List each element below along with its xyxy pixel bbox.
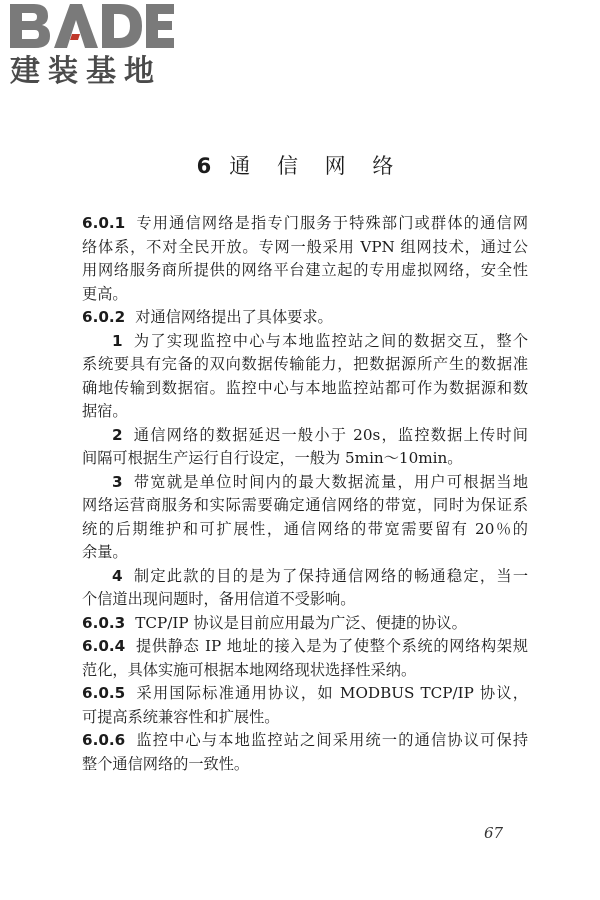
line-text: 间隔可根据生产运行自行设定，一般为 5min～10min。 [82,449,463,467]
line-text: 为了实现监控中心与本地监控站之间的数据交互，整个 [132,331,528,350]
text-line [82,659,528,683]
text-line [82,424,528,448]
item-number: 1 [112,331,123,350]
line-text: 更高。 [82,284,128,303]
chapter-title [0,151,600,181]
text-line [82,565,528,589]
text-line [82,753,528,777]
chapter-number: 6 [196,154,212,178]
line-text: 制定此款的目的是为了保持通信网络的畅通稳定，当一 [132,566,528,585]
line-text: 采用国际标准通用协议，如 MODBUS TCP/IP 协议， [135,684,528,702]
brand-logo [8,2,176,92]
item-number: 3 [112,472,123,491]
clause-number: 6.0.6 [82,731,126,749]
document-body [82,212,528,776]
text-line [82,377,528,401]
text-line [82,635,528,659]
line-text: 络体系，不对全民开放。专网一般采用 VPN 组网技术，通过公 [82,237,528,256]
item-number: 4 [112,566,123,585]
line-text: 用网络服务商所提供的网络平台建立起的专用虚拟网络，安全性 [82,261,528,279]
text-line [82,612,528,636]
text-line [82,283,528,307]
text-line [82,236,528,260]
line-text: 可提高系统兼容性和扩展性。 [82,707,280,726]
text-line [82,682,528,706]
text-line [82,259,528,283]
brand-logo-chinese: 建装基地 [10,54,162,89]
text-line [82,330,528,354]
item-number: 2 [112,425,123,444]
text-line [82,729,528,753]
text-line [82,706,528,730]
line-text: 提供静态 IP 地址的接入是为了使整个系统的网络构架规 [135,637,528,655]
line-text: 专用通信网络是指专门服务于特殊部门或群体的通信网 [135,214,528,232]
text-line [82,212,528,236]
text-line [82,353,528,377]
line-text: 系统要具有完备的双向数据传输能力，把数据源所产生的数据准 [82,355,528,373]
line-text: 据宿。 [82,402,128,420]
bade-logo-icon [8,0,176,54]
line-text: TCP/IP 协议是目前应用最为广泛、便捷的协议。 [135,613,467,632]
brand-logo-wordmark [8,0,176,54]
text-line [82,541,528,565]
clause-number: 6.0.1 [82,214,126,232]
chapter-name: 通 信 网 络 [229,154,404,178]
clause-number: 6.0.5 [82,684,126,702]
text-line [82,588,528,612]
line-text: 余量。 [82,543,128,561]
text-line [82,471,528,495]
line-text: 对通信网络提出了具体要求。 [135,308,333,326]
clause-number: 6.0.3 [82,613,126,632]
text-line [82,518,528,542]
line-text: 整个通信网络的一致性。 [82,754,250,773]
text-line [82,400,528,424]
line-text: 确地传输到数据宿。监控中心与本地监控站都可作为数据源和数 [82,378,528,397]
text-line [82,447,528,471]
text-line [82,306,528,330]
clause-number: 6.0.2 [82,308,126,326]
line-text: 统的后期维护和可扩展性，通信网络的带宽需要留有 20％的 [82,519,528,538]
line-text: 通信网络的数据延迟一般小于 20s，监控数据上传时间 [132,425,528,444]
line-text: 带宽就是单位时间内的最大数据流量，用户可根据当地 [132,472,528,491]
line-text: 范化，具体实施可根据本地网络现状选择性采纳。 [82,660,417,679]
text-line [82,494,528,518]
line-text: 监控中心与本地监控站之间采用统一的通信协议可保持 [135,731,528,749]
line-text: 网络运营商服务和实际需要确定通信网络的带宽，同时为保证系 [82,496,528,514]
clause-number: 6.0.4 [82,637,126,655]
line-text: 个信道出现问题时，备用信道不受影响。 [82,590,356,608]
page-number: 67 [484,824,504,842]
